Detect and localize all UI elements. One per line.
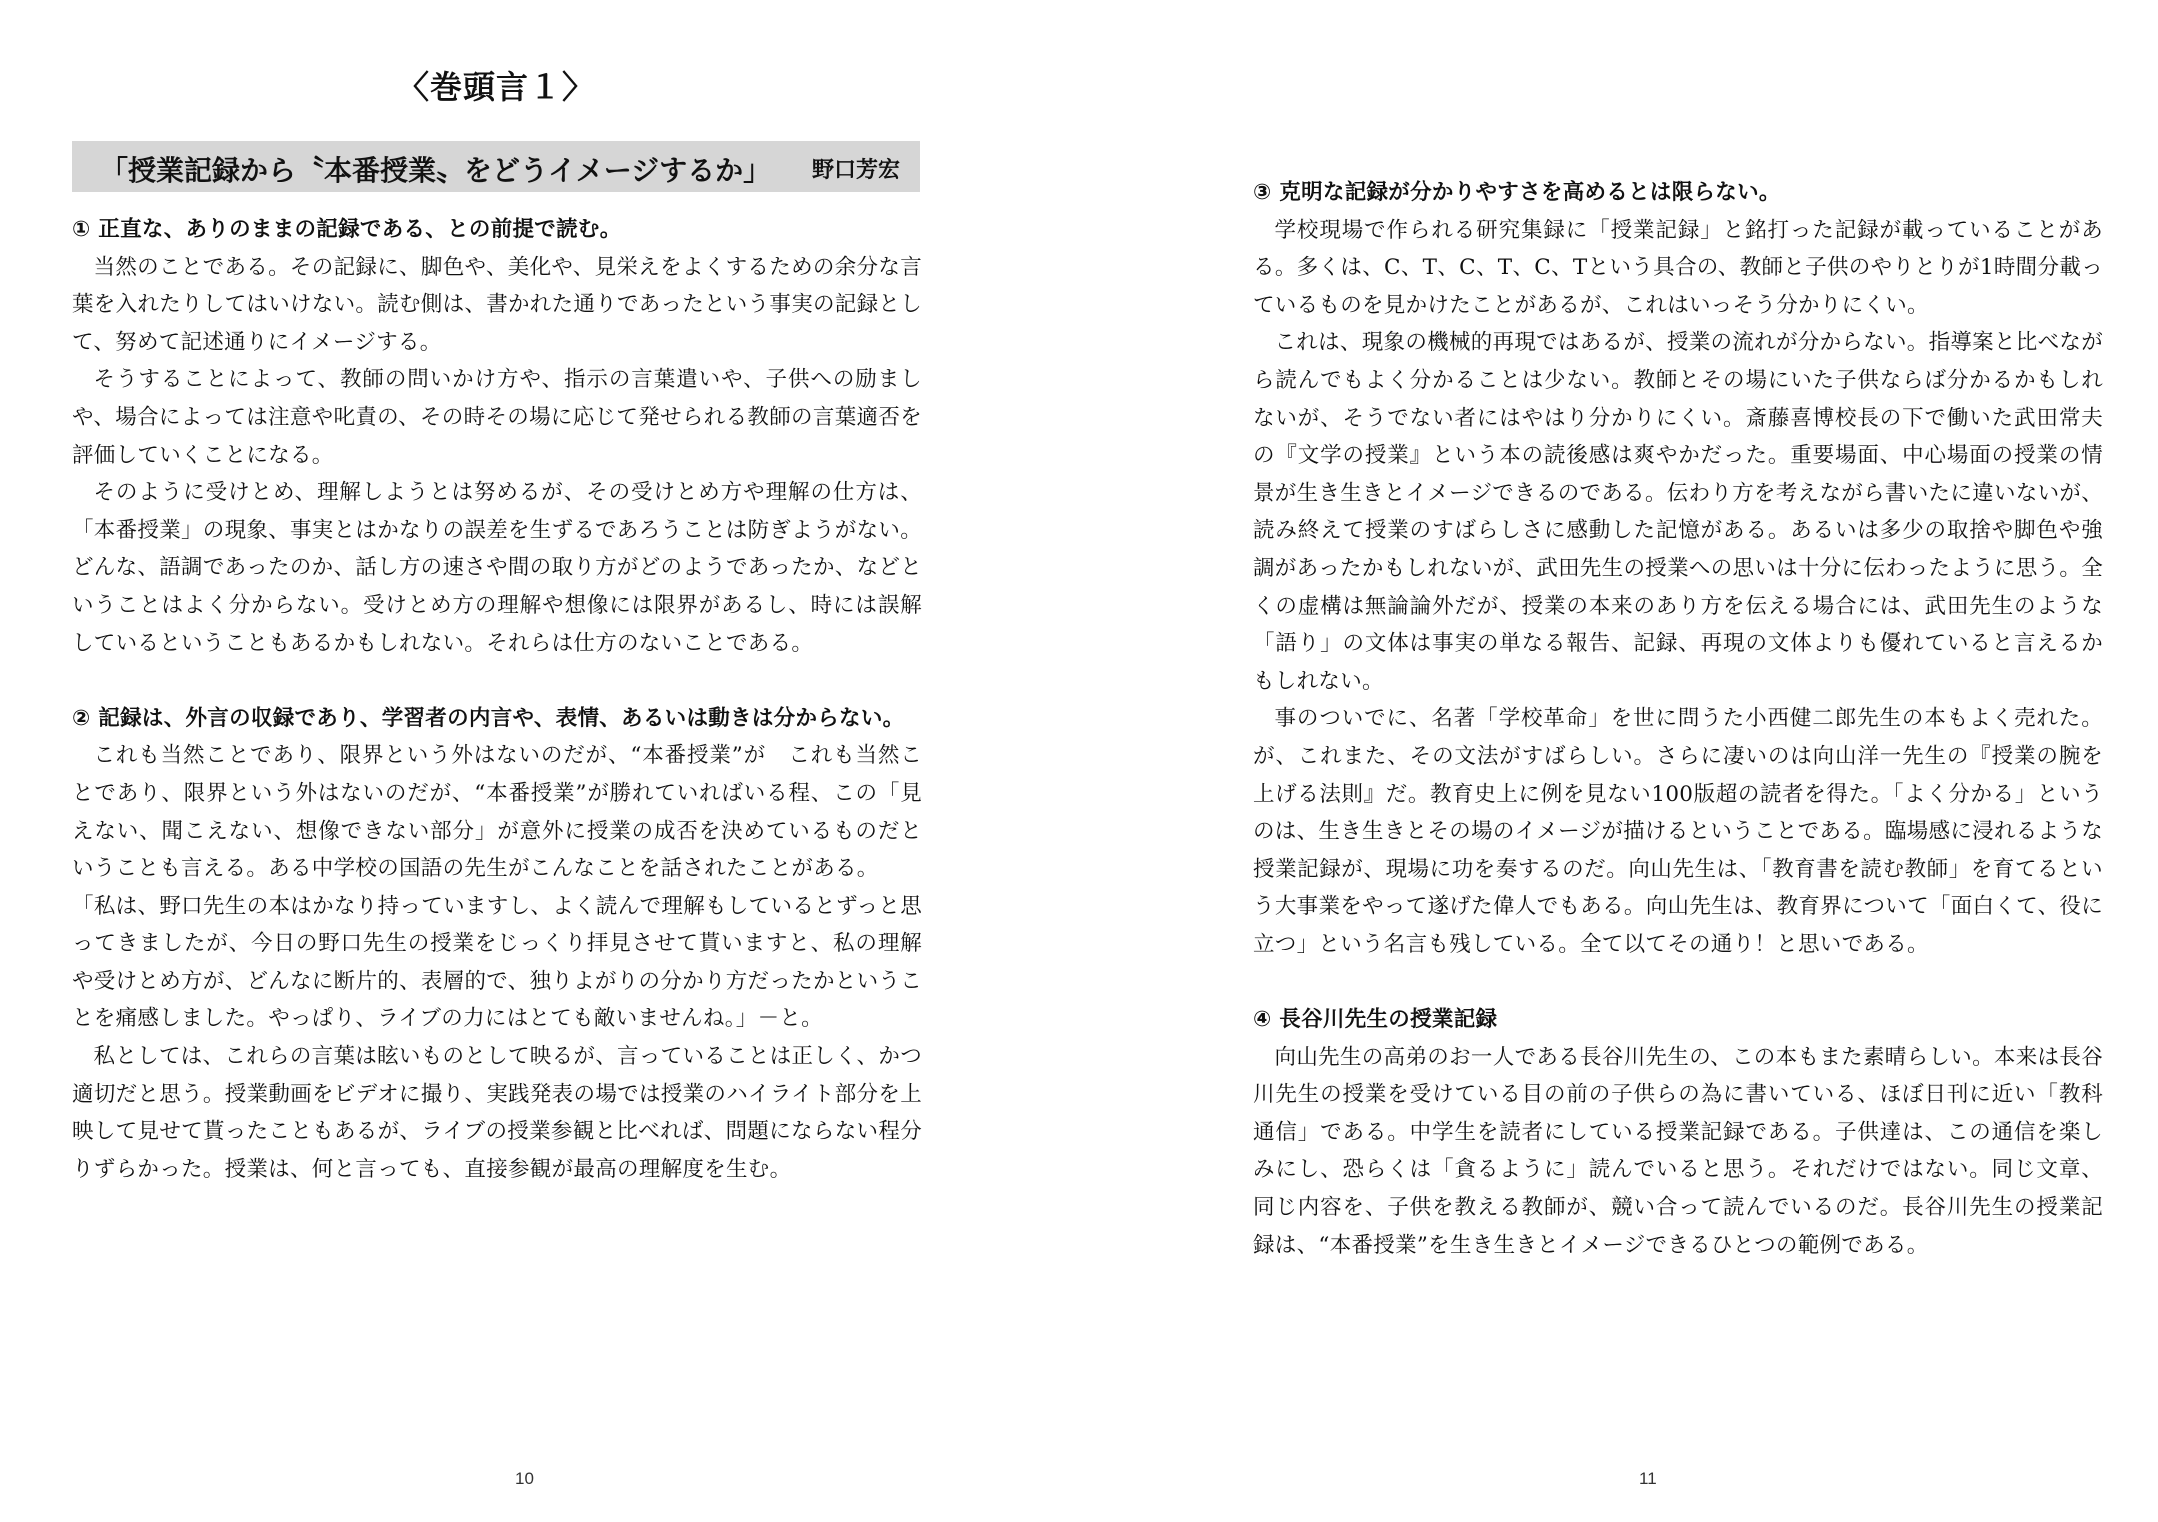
paragraph: 当然のことである。その記録に、脚色や、美化や、見栄えをよくするための余分な言葉を入れたりしてはいけない。読む側は、書かれた通りであったという事実の記録として、努めて記述通りにイメージする。 [72, 254, 922, 355]
paragraph: そうすることによって、教師の問いかけ方や、指示の言葉遣いや、子供への励ましや、場合によっては注意や叱責の、その時その場に応じて発せられる教師の言葉適否を評価していくことになる。 [72, 367, 922, 468]
paragraph: 学校現場で作られる研究集録に「授業記録」と銘打った記録が載っていることがある。多くは、C、T、C、T、C、Tという具合の、教師と子供のやりとりが1時間分載っているものを見かけたことがあるが、これはいっそう分かりにくい。 [1253, 217, 2103, 318]
section-spacer [1253, 963, 2103, 1001]
chapter-title: 〈巻頭言１〉 [396, 68, 595, 106]
paragraph: 私としては、これらの言葉は眩いものとして映るが、言っていることは正しく、かつ適切だと思う。授業動画をビデオに撮り、実践発表の場では授業のハイライト部分を上映して見せて貰ったこともあるが、ライブの授業参観と比べれば、問題にならない程分りずらかった。授業は、何と言っても、直接参観が最高の理解度を生む。 [72, 1044, 922, 1182]
quote-paragraph: 「私は、野口先生の本はかなり持っていますし、よく読んで理解もしているとずっと思ってきましたが、今日の野口先生の授業をじっくり拝見させて貰いますと、私の理解や受けとめ方が、どんなに断片的、表層的で、独りよがりの分かり方だったかということを痛感しました。やっぱり、ライブの力にはとても敵いませんね。」－と。 [72, 893, 922, 1032]
article-title-bar [72, 141, 920, 192]
section-heading-1: ① 正直な、ありのままの記録である、との前提で読む。 [72, 217, 622, 242]
right-column [1253, 174, 2103, 1264]
article-title: 「授業記録から〝本番授業〟をどうイメージするか」 [100, 154, 772, 187]
paragraph: 向山先生の高弟のお一人である長谷川先生の、この本もまた素晴らしい。本来は長谷川先生の授業を受けている目の前の子供らの為に書いている、ほぼ日刊に近い「教科通信」である。中学生を読者にしている授業記録である。子供達は、この通信を楽しみにし、恐らくは「貪るように」読んでいると思う。それだけではない。同じ文章、同じ内容を、子供を教える教師が、競い合って読んでいるのだ。長谷川先生の授業記録は、“本番授業”を生き生きとイメージできるひとつの範例である。 [1253, 1044, 2103, 1258]
page-number: 10 [515, 1469, 534, 1488]
right-page [1079, 0, 2158, 1522]
paragraph: そのように受けとめ、理解しようとは努めるが、その受けとめ方や理解の仕方は、「本番授業」の現象、事実とはかなりの誤差を生ずるであろうことは防ぎようがない。どんな、語調であったのか、話し方の速さや間の取り方がどのようであったか、などということはよく分からない。受けとめ方の理解や想像には限界があるし、時には誤解しているということもあるかもしれない。それらは仕方のないことである。 [72, 480, 922, 656]
author-name: 野口芳宏 [811, 158, 900, 183]
section-heading-3: ③ 克明な記録が分かりやすさを高めるとは限らない。 [1253, 180, 1781, 205]
paragraph: これは、現象の機械的再現ではあるが、授業の流れが分からない。指導案と比べながら読んでもよく分かることは少ない。教師とその場にいた子供ならば分かるかもしれないが、そうでない者にはやはり分かりにくい。斎藤喜博校長の下で働いた武田常夫の『文学の授業』という本の読後感は爽やかだった。重要場面、中心場面の授業の情景が生き生きとイメージできるのである。伝わり方を考えながら書いたに違いないが、読み終えて授業のすばらしさに感動した記憶がある。あるいは多少の取捨や脚色や強調があったかもしれないが、武田先生の授業への思いは十分に伝わったように思う。全くの虚構は無論論外だが、授業の本来のあり方を伝える場合には、武田先生のような「語り」の文体は事実の単なる報告、記録、再現の文体よりも優れていると言えるかもしれない。 [1253, 330, 2103, 694]
left-column [72, 211, 922, 1188]
section-heading-2: ② 記録は、外言の収録であり、学習者の内言や、表情、あるいは動きは分からない。 [72, 705, 905, 731]
paragraph: 事のついでに、名著「学校革命」を世に問うた小西健二郎先生の本もよく売れた。が、これまた、その文法がすばらしい。さらに凄いのは向山洋一先生の『授業の腕を上げる法則』だ。教育史上に例を見ない100版超の読者を得た。「よく分かる」というのは、生き生きとその場のイメージが描けるということである。臨場感に浸れるような授業記録が、現場に功を奏するのだ。向山先生は、「教育書を読む教師」を育てるという大事業をやって遂げた偉人でもある。向山先生は、教育界について「面白くて、役に立つ」という名言も残している。全て以てその通り！と思いである。 [1253, 706, 2103, 957]
paragraph: これも当然ことであり、限界という外はないのだが、“本番授業”が これも当然ことであり、限界という外はないのだが、“本番授業”が勝れていればいる程、この「見えない、聞こえない、想像できない部分」が意外に授業の成否を決めているものだということも言える。ある中学校の国語の先生がこんなことを話されたことがある。 [72, 743, 922, 882]
section-spacer [72, 662, 922, 700]
section-heading-4: ④ 長谷川先生の授業記録 [1253, 1007, 1498, 1033]
page-number: 11 [1639, 1469, 1657, 1488]
